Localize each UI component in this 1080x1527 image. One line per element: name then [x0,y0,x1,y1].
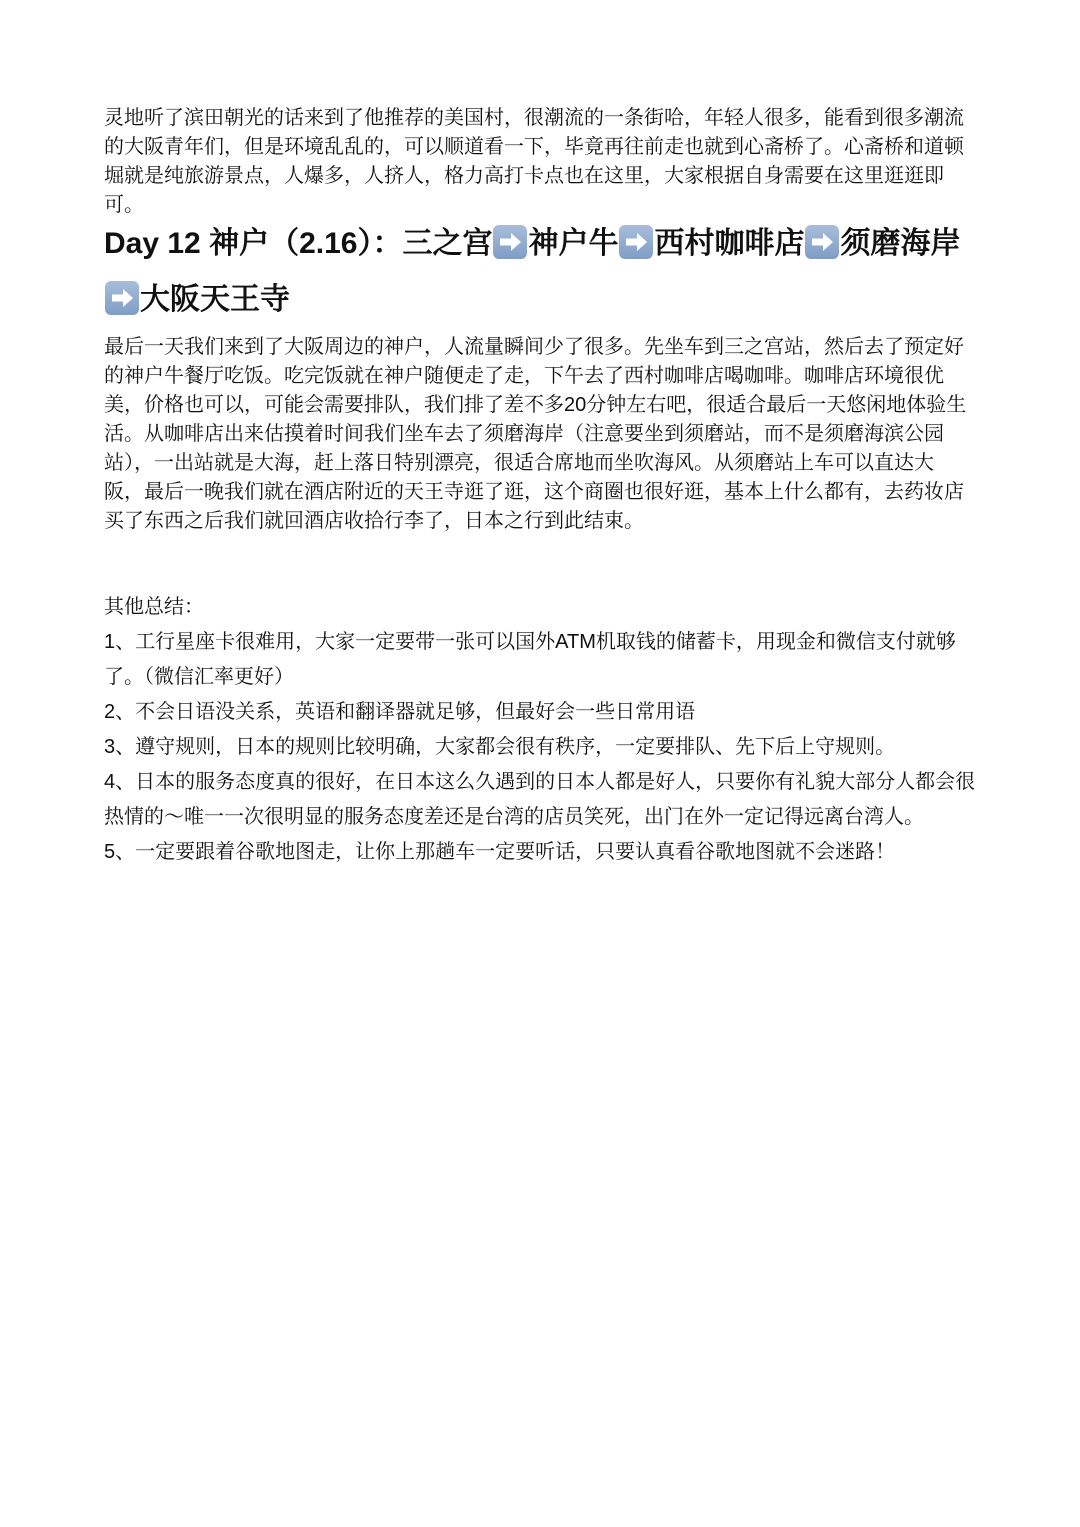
summary-item-line: 2、不会日语没关系，英语和翻译器就足够，但最好会一些日常用语 [104,701,696,723]
heading-part-suma-beach: 须磨海岸 [840,227,961,260]
summary-item [104,625,1044,695]
paragraph-line: 站），一出站就是大海，赶上落日特别漂亮，很适合席地而坐吹海风。从须磨站上车可以直达大 [104,452,934,474]
summary-item-line: 热情的～唯一一次很明显的服务态度差还是台湾的店员笑死，出门在外一定记得远离台湾人。 [104,806,924,828]
intro-line: 堀就是纯旅游景点，人爆多，人挤人，格力高打卡点也在这里，大家根据自身需要在这里逛逛即 [104,165,944,187]
intro-line: 的大阪青年们，但是环境乱乱的，可以顺道看一下，毕竟再往前走也就到心斋桥了。心斋桥和道顿 [104,136,964,158]
intro-line: 灵地听了滨田朝光的话来到了他推荐的美国村，很潮流的一条街哈，年轻人很多，能看到很多潮流 [104,107,964,129]
heading-line-1 [104,216,1044,272]
heading-part-kobe-beef: 神户牛 [528,227,619,260]
summary-item-line: 1、工行星座卡很难用，大家一定要带一张可以国外ATM机取钱的储蓄卡，用现金和微信支付就够 [104,631,956,653]
heading-part-tennoji: 大阪天王寺 [140,283,290,316]
summary-item [104,835,1044,870]
heading-line-2 [104,272,1044,328]
paragraph-line: 美，价格也可以，可能会需要排队，我们排了差不多20分钟左右吧，很适合最后一天悠闲地体验生 [104,394,967,416]
day12-heading [104,216,1044,328]
paragraph-line: 的神户牛餐厅吃饭。吃完饭就在神户随便走了走，下午去了西村咖啡店喝咖啡。咖啡店环境很优 [104,365,944,387]
summary-item [104,730,1044,765]
right-arrow-icon [105,281,139,315]
summary-section [104,590,1044,870]
paragraph-line: 活。从咖啡店出来估摸着时间我们坐车去了须磨海岸（注意要坐到须磨站，而不是须磨海滨公园 [104,423,944,445]
summary-item-line: 4、日本的服务态度真的很好，在日本这么久遇到的日本人都是好人，只要你有礼貌大部分人都会很 [104,771,976,793]
paragraph-line: 买了东西之后我们就回酒店收拾行李了，日本之行到此结束。 [104,510,644,532]
summary-item [104,695,1044,730]
paragraph-line: 阪，最后一晚我们就在酒店附近的天王寺逛了逛，这个商圈也很好逛，基本上什么都有，去药妆店 [104,481,964,503]
summary-item-line: 3、遵守规则，日本的规则比较明确，大家都会很有秩序，一定要排队、先下后上守规则。 [104,736,896,758]
summary-item-line: 5、一定要跟着谷歌地图走，让你上那趟车一定要听话，只要认真看谷歌地图就不会迷路！ [104,841,896,863]
heading-part-nishimura-coffee: 西村咖啡店 [654,227,805,260]
heading-part-sannomiya: Day 12 神户（2.16）：三之宫 [104,227,493,260]
intro-paragraph [104,104,1044,220]
right-arrow-icon [493,225,527,259]
right-arrow-icon [619,225,653,259]
right-arrow-icon [805,225,839,259]
summary-item-line: 了。（微信汇率更好） [104,666,294,688]
day12-paragraph [104,333,1044,536]
intro-line: 可。 [104,194,144,216]
paragraph-line: 最后一天我们来到了大阪周边的神户，人流量瞬间少了很多。先坐车到三之宫站，然后去了预定好 [104,336,964,358]
summary-item [104,765,1044,835]
summary-title: 其他总结： [104,596,204,618]
